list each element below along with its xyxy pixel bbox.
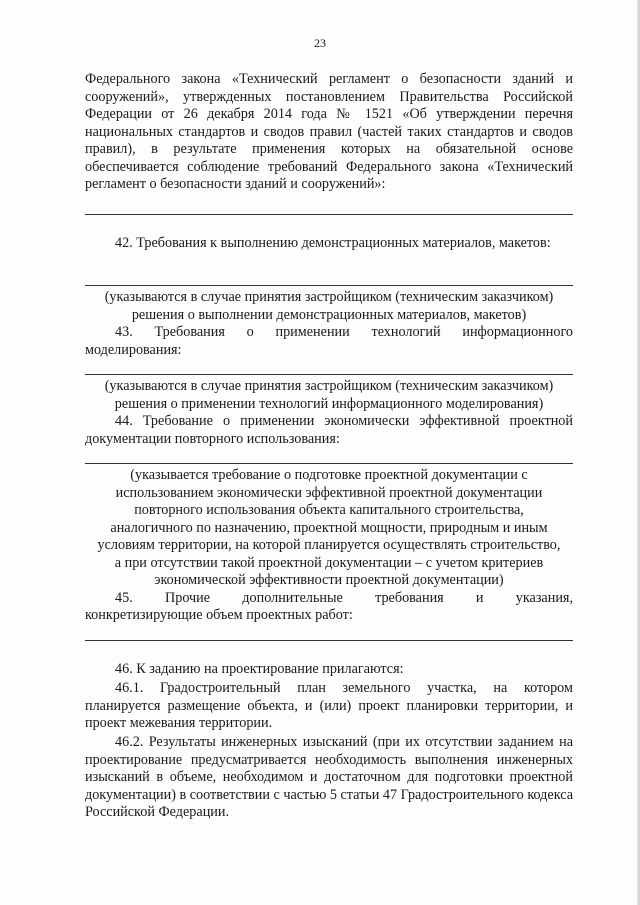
fill-line xyxy=(85,640,573,641)
intro-paragraph: Федерального закона «Технический регламент о безопасности зданий и сооружений», утвержденных постановлением Правительства Российской Федерации от 26 декабря 2014 года № 1521 «Об утверждении перечня национальных стандартов и сводов правил (частей таких стандартов и сводов правил), в результате применения которых на обязательной основе обеспечивается соблюдение требований Федерального закона «Технический регламент о безопасности зданий и сооружений»: xyxy=(85,71,573,192)
item-43: 43. Требования о применении технологий информационного моделирования: xyxy=(85,324,573,358)
item-46-1: 46.1. Градостроительный план земельного участка, на котором планируется размещение объекта, и (или) проект планировки территории, и проект межевания территории. xyxy=(85,680,573,731)
item-44: 44. Требование о применении экономически эффективной проектной документации повторного использования: xyxy=(85,413,573,447)
item-46: 46. К заданию на проектирование прилагаются: xyxy=(115,661,404,677)
fill-line xyxy=(85,285,573,286)
item-43-note: (указываются в случае принятия застройщиком (техническим заказчиком) решения о применении технологий информационного моделирования) xyxy=(104,378,554,412)
item-45-line1: 45. Прочие дополнительные требования и указания, xyxy=(115,590,573,606)
item-44-note: (указывается требование о подготовке проектной документации с использованием экономически эффективной проектной документации повторного использования объекта капитального строительства, аналогичного по назначению, проектной мощности, природным и иным условиям территории, на которой планируется осуществлять строительство, а при отсутствии такой проектной документации – с учетом критериев экономической эффективности проектной документации) xyxy=(97,467,561,588)
fill-line xyxy=(85,214,573,215)
fill-line xyxy=(85,374,573,375)
item-42: 42. Требования к выполнению демонстрационных материалов, макетов: xyxy=(115,235,551,251)
page-number: 23 xyxy=(314,36,326,50)
item-46-2: 46.2. Результаты инженерных изысканий (при их отсутствии заданием на проектирование предусматривается необходимость выполнения инженерных изысканий в объеме, необходимом и достаточном для подготовки проектной документации) в соответствии с частью 5 статьи 47 Градостроительного кодекса Российской Федерации. xyxy=(85,734,573,820)
item-45-line2: конкретизирующие объем проектных работ: xyxy=(85,607,353,623)
fill-line xyxy=(85,463,573,464)
item-42-note: (указываются в случае принятия застройщиком (техническим заказчиком) решения о выполнении демонстрационных материалов, макетов) xyxy=(104,289,554,323)
